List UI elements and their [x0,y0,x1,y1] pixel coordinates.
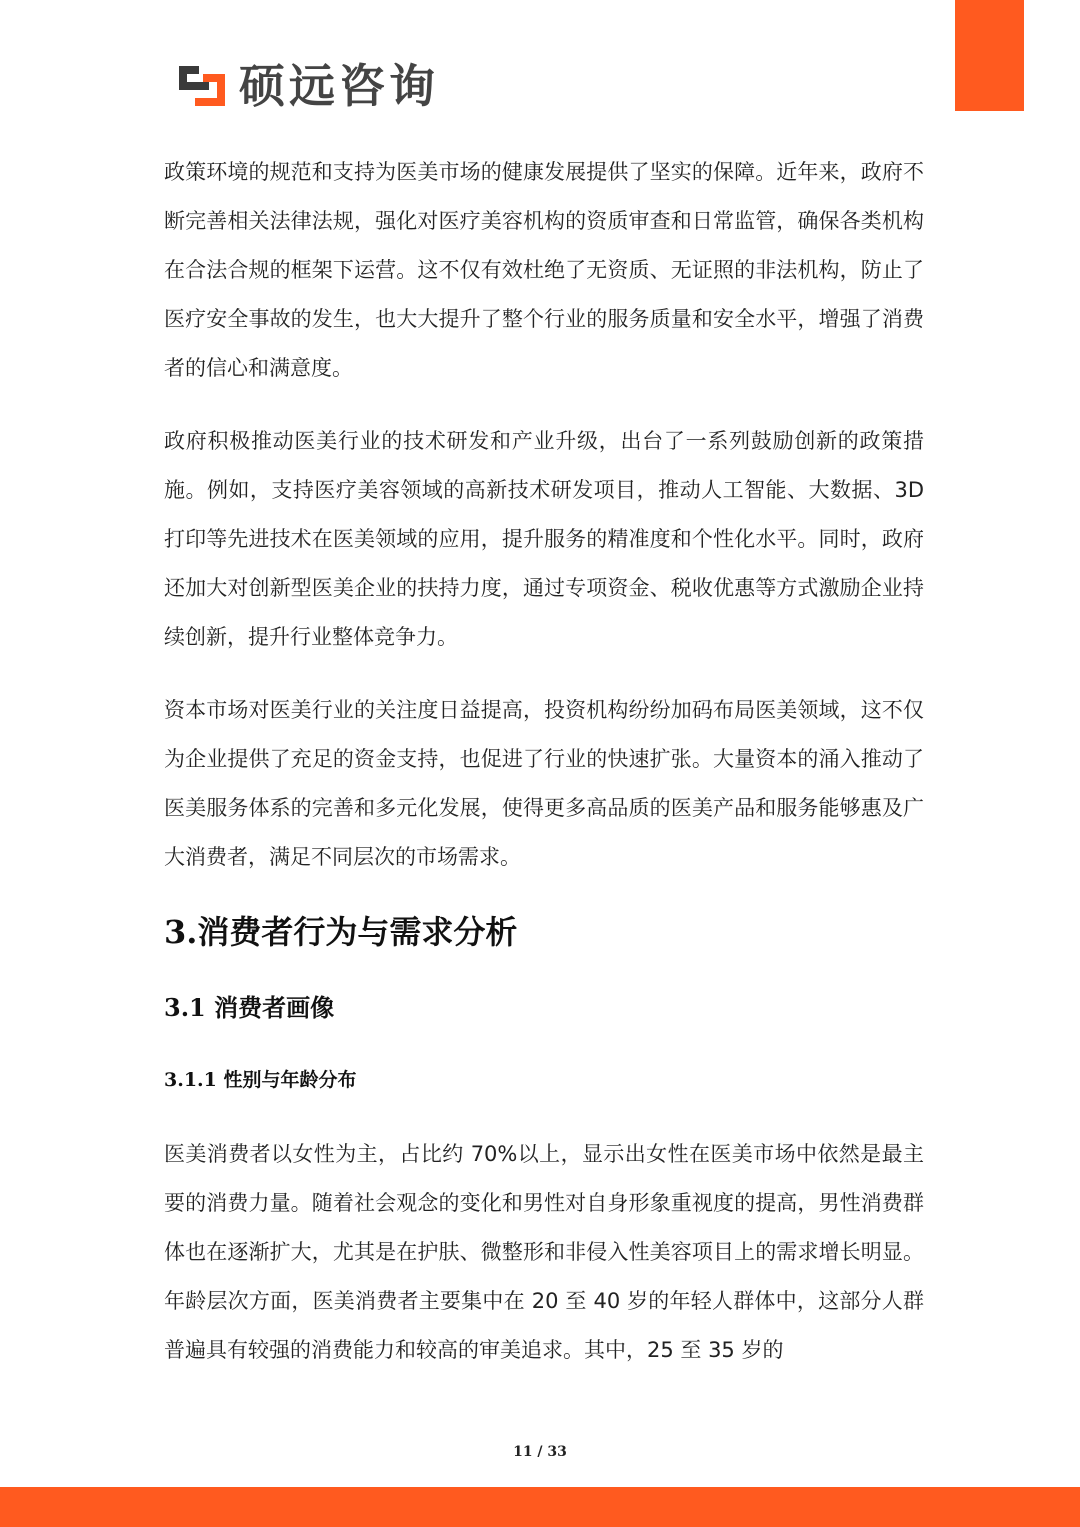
logo-text: 硕远咨询 [239,59,439,113]
subsection-heading: 3.1 消费者画像 [164,993,335,1022]
paragraph-tech-innovation: 政府积极推动医美行业的技术研发和产业升级，出台了一系列鼓励创新的政策措施。例如，支持医疗美容领域的高新技术研发项目，推动人工智能、大数据、3D 打印等先进技术在医美领域的应用，提升服务的精准度和个性化水平。同时，政府还加大对创新型医美企业的扶持力度，通过专项资金、税收优惠等方式激励企业持续创新，提升行业整体竞争力。 [164,429,924,649]
brand-logo [177,60,439,112]
paragraph-capital-market: 资本市场对医美行业的关注度日益提高，投资机构纷纷加码布局医美领域，这不仅为企业提供了充足的资金支持，也促进了行业的快速扩张。大量资本的涌入推动了医美服务体系的完善和多元化发展，使得更多高品质的医美产品和服务能够惠及广大消费者，满足不同层次的市场需求。 [164,698,924,869]
paragraph-policy-environment: 政策环境的规范和支持为医美市场的健康发展提供了坚实的保障。近年来，政府不断完善相关法律法规，强化对医疗美容机构的资质审查和日常监管，确保各类机构在合法合规的框架下运营。这不仅有效杜绝了无资质、无证照的非法机构，防止了医疗安全事故的发生，也大大提升了整个行业的服务质量和安全水平，增强了消费者的信心和满意度。 [164,160,924,380]
footer-accent-bar [0,1487,1080,1527]
paragraph-gender-age: 医美消费者以女性为主，占比约 70%以上，显示出女性在医美市场中依然是最主要的消费力量。随着社会观念的变化和男性对自身形象重视度的提高，男性消费群体也在逐渐扩大，尤其是在护肤、微整形和非侵入性美容项目上的需求增长明显。年龄层次方面，医美消费者主要集中在 20 至 40 岁的年轻人群体中，这部分人群普遍具有较强的消费能力和较高的审美追求。其中，25 至 35 岁的 [164,1142,924,1362]
section-heading: 3.消费者行为与需求分析 [164,913,518,951]
page-content [164,148,924,1399]
corner-accent-block [955,0,1024,111]
logo-mark-icon [177,60,229,112]
subsubsection-heading: 3.1.1 性别与年龄分布 [164,1069,357,1091]
page-number: 11 / 33 [513,1444,567,1460]
